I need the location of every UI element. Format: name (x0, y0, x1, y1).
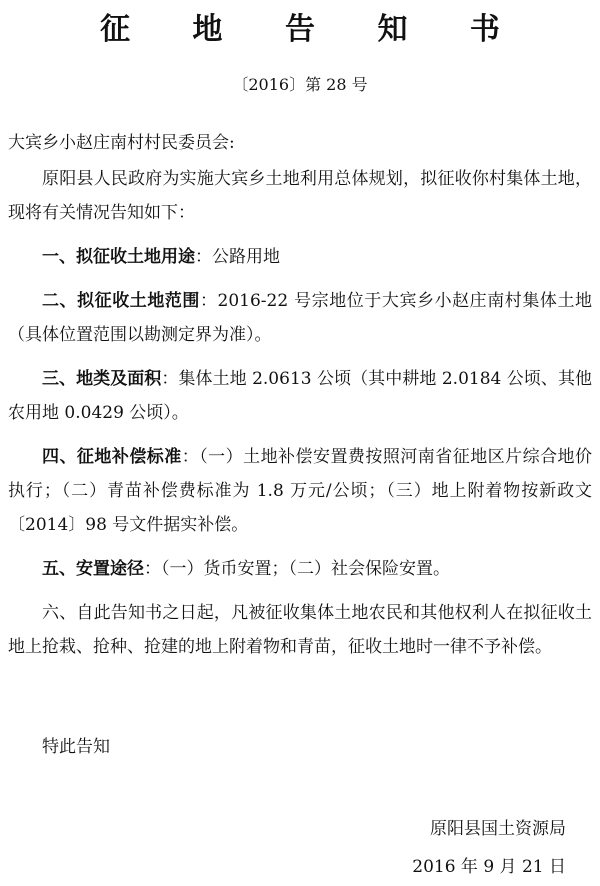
closing-text: 特此告知 (42, 737, 110, 757)
item-3-paragraph (8, 362, 592, 430)
item-3-heading: 三、地类及面积 (42, 369, 162, 389)
issuer-name: 原阳县国土资源局 (430, 819, 566, 839)
item-2-text: ：2016-22 号宗地位于大宾乡小赵庄南村集体土地（具体位置范围以勘测定界为准）。 (8, 291, 592, 345)
item-1-paragraph (8, 240, 592, 274)
document-number: 〔2016〕第 28 号 (232, 75, 368, 94)
intro-paragraph: 原阳县人民政府为实施大宾乡土地利用总体规划，拟征收你村集体土地，现将有关情况告知如下： (8, 169, 592, 223)
item-4-text: ：（一）土地补偿安置费按照河南省征地区片综合地价执行；（二）青苗补偿费标准为 1.8 万元/公顷；（三）地上附着物按新政文〔2014〕98 号文件据实补偿。 (8, 447, 593, 535)
document-body (8, 162, 592, 664)
salutation: 大宾乡小赵庄南村村民委员会: (8, 133, 235, 153)
item-6-paragraph: 六、自此告知书之日起，凡被征收集体土地农民和其他权利人在拟征收土地上抢栽、抢种、抢建的地上附着物和青苗，征收土地时一律不予补偿。 (8, 603, 592, 657)
item-5-heading: 五、安置途径 (42, 559, 144, 579)
item-5-paragraph (8, 552, 592, 586)
item-2-paragraph (8, 284, 592, 352)
issue-date: 2016 年 9 月 21 日 (412, 857, 566, 877)
item-4-paragraph (8, 440, 592, 542)
item-3-text: ：集体土地 2.0613 公顷（其中耕地 2.0184 公顷、其他农用地 0.0429 公顷）。 (8, 369, 592, 423)
item-1-text: ：公路用地 (195, 247, 280, 267)
item-1-heading: 一、拟征收土地用途 (42, 247, 195, 267)
item-4-heading: 四、征地补偿标准 (42, 447, 182, 467)
item-5-text: ：（一）货币安置；（二）社会保险安置。 (144, 559, 450, 579)
item-2-heading: 二、拟征收土地范围 (42, 291, 200, 311)
document-title: 征 地 告 知 书 (100, 12, 526, 47)
